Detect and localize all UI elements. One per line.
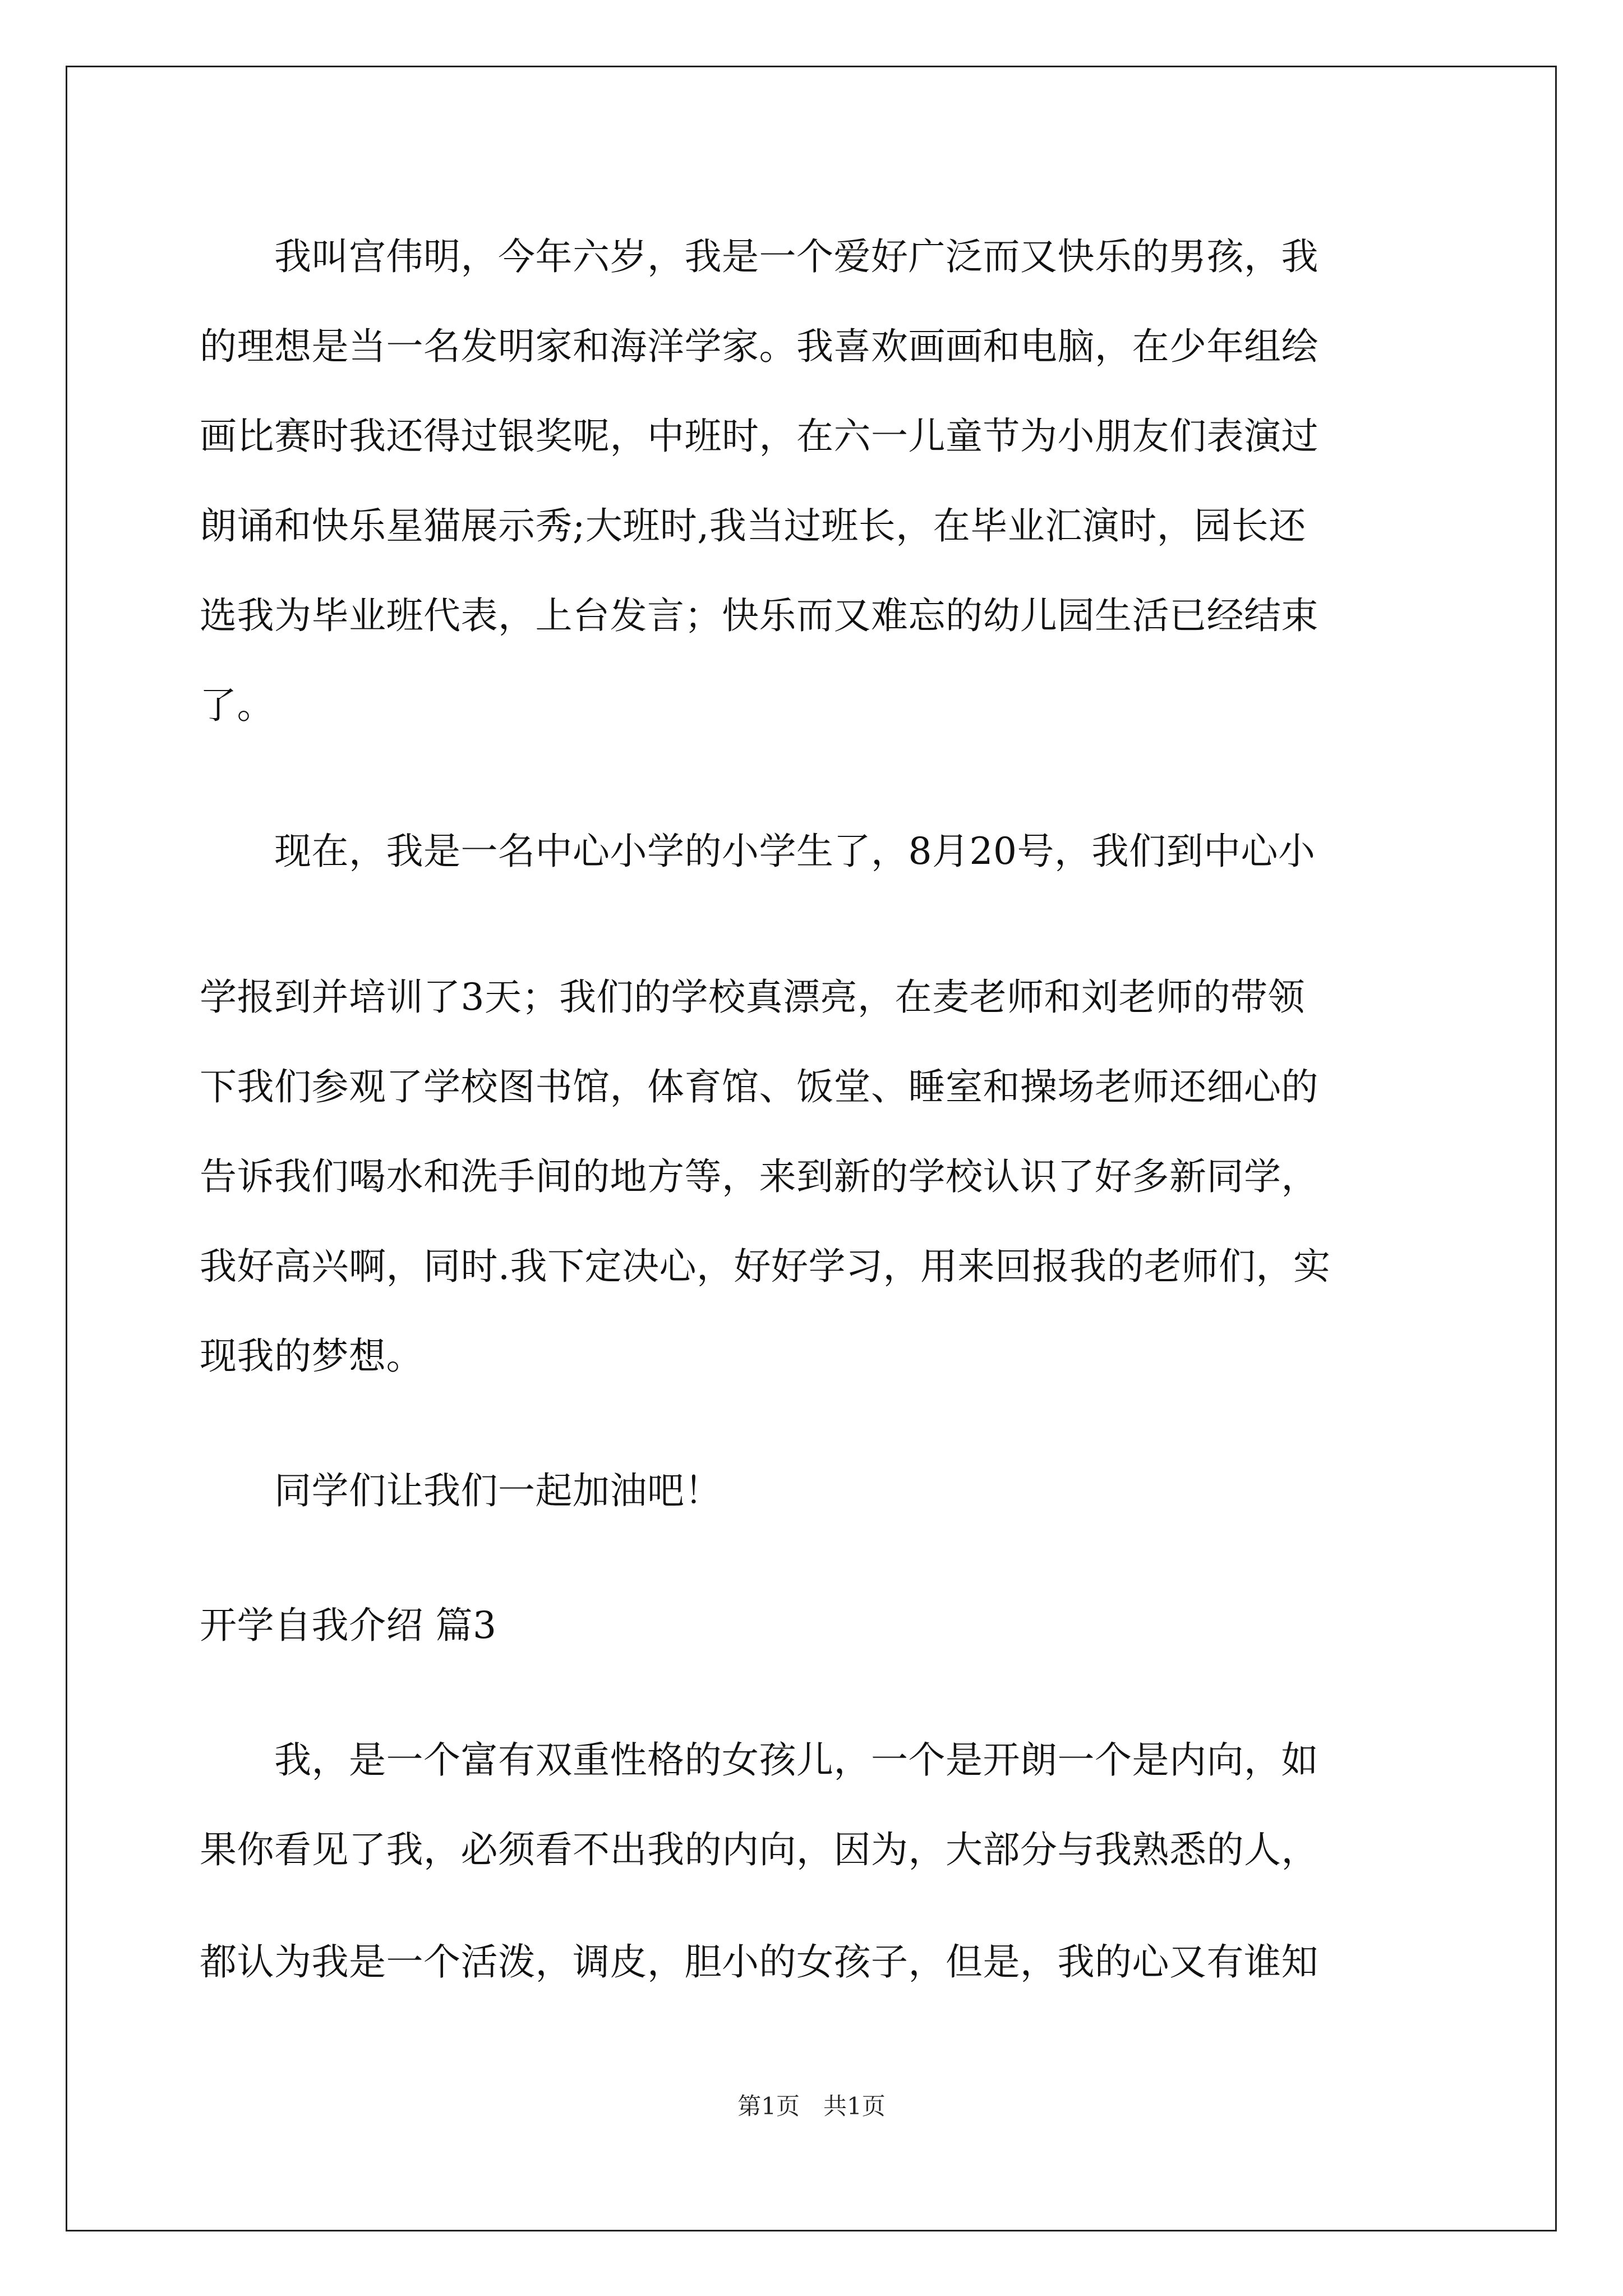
text-line: 朗诵和快乐星猫展示秀;大班时,我当过班长，在毕业汇演时，园长还 [200,504,1306,547]
text-line: 了。 [200,684,274,727]
text-line: 学报到并培训了3天；我们的学校真漂亮，在麦老师和刘老师的带领 [200,976,1305,1019]
page-number: 第1页 共1页 [737,2092,886,2120]
text-line: 现在，我是一名中心小学的小学生了，8月20号，我们到中心小 [200,830,1316,873]
text-line: 选我为毕业班代表，上台发言；快乐而又难忘的幼儿园生活已经结束 [200,594,1318,637]
text-line: 我好高兴啊，同时.我下定决心，好好学习，用来回报我的老师们，实 [200,1245,1331,1288]
text-line: 我，是一个富有双重性格的女孩儿，一个是开朗一个是内向，如 [200,1738,1318,1782]
text-line: 画比赛时我还得过银奖呢，中班时，在六一儿童节为小朋友们表演过 [200,415,1318,458]
text-line: 告诉我们喝水和洗手间的地方等，来到新的学校认识了好多新同学， [200,1155,1318,1198]
section-heading: 开学自我介绍 篇3 [200,1604,497,1647]
text-line: 同学们让我们一起加油吧！ [200,1469,722,1512]
text-line: 现我的梦想。 [200,1335,423,1378]
text-line: 果你看见了我，必须看不出我的内向，因为，大部分与我熟悉的人， [200,1828,1318,1871]
text-line: 的理想是当一名发明家和海洋学家。我喜欢画画和电脑，在少年组绘 [200,325,1318,368]
text-line: 我叫宫伟明，今年六岁，我是一个爱好广泛而又快乐的男孩，我 [200,235,1318,278]
text-line: 下我们参观了学校图书馆，体育馆、饭堂、睡室和操场老师还细心的 [200,1065,1318,1108]
text-line: 都认为我是一个活泼，调皮，胆小的女孩子，但是，我的心又有谁知 [200,1940,1318,1984]
